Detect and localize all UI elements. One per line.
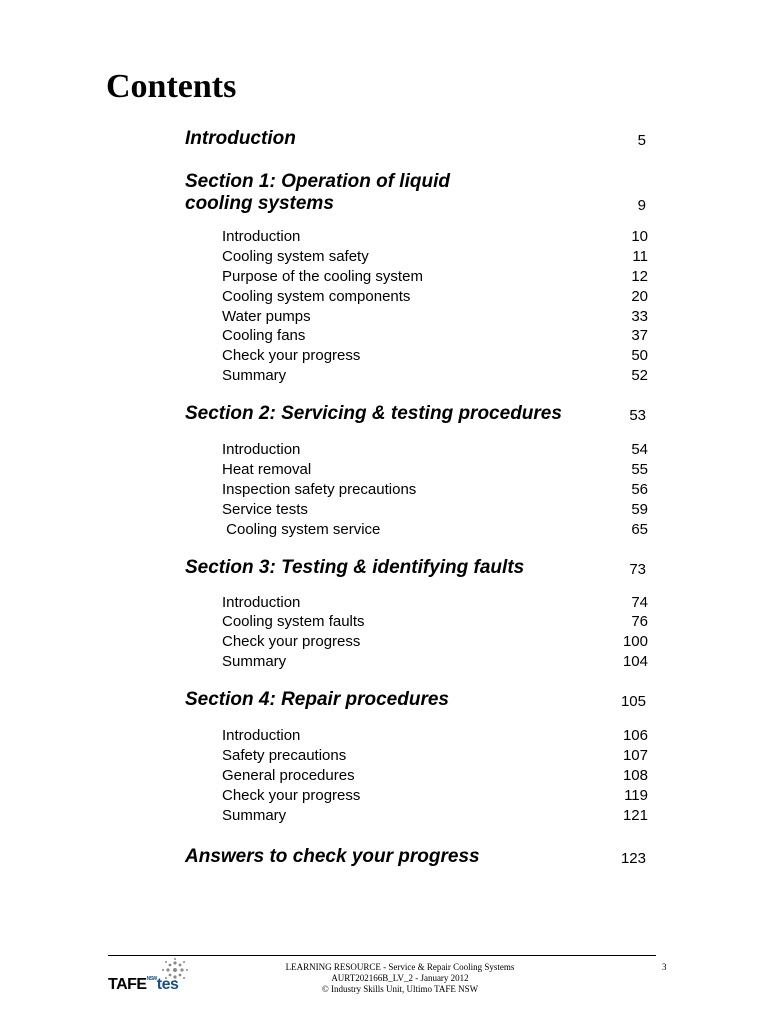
toc-item-label: Summary [222,653,287,671]
toc-item-label: Water pumps [222,307,311,325]
footer-page-number: 3 [662,962,667,972]
toc-introduction[interactable] [185,128,648,150]
toc-section-2-items [222,440,648,539]
toc-item-label: Cooling system components [222,287,411,305]
toc-item-page: 50 [631,347,648,365]
toc-item-page: 108 [622,766,648,784]
toc-item-label: General procedures [222,766,355,784]
toc-item-label: Purpose of the cooling system [222,267,423,285]
toc-item[interactable] [222,307,648,327]
toc-item[interactable] [222,247,648,267]
logo-nsw-text: NSW [146,976,157,982]
toc-item-page: 56 [631,480,648,498]
toc-item-page: 12 [631,267,648,285]
toc-introduction-page: 5 [637,132,646,149]
toc-item-page: 121 [622,806,648,824]
toc-item-label: Summary [222,367,287,385]
toc-item-label: Inspection safety precautions [222,480,417,498]
toc-item-page: 52 [631,367,648,385]
toc-section-4[interactable] [185,689,648,711]
toc-section-1-label-line1: Section 1: Operation of liquid [185,171,450,192]
toc-item[interactable] [222,766,648,786]
toc-item-label: Cooling system safety [222,247,369,265]
toc-item[interactable] [222,520,648,540]
toc-item[interactable] [222,612,648,632]
toc-section-3[interactable] [185,557,648,579]
toc-item[interactable] [222,460,648,480]
toc-item-page: 33 [631,307,648,325]
footer-line-2: AURT202166B_LV_2 - January 2012 [331,973,469,983]
toc-item-label: Introduction [222,727,301,745]
toc-item[interactable] [222,806,648,826]
footer-divider [108,955,656,956]
toc-section-1-label-line2: cooling systems [185,193,334,214]
toc-section-1-page: 9 [637,197,646,214]
toc-item[interactable] [222,440,648,460]
toc-item-page: 74 [631,593,648,611]
toc-item-page: 10 [631,228,648,245]
toc-item-label: Check your progress [222,786,361,804]
toc-introduction-label: Introduction [185,128,296,149]
toc-item[interactable] [222,480,648,500]
toc-item-label: Introduction [222,593,301,611]
toc-item-label: Safety precautions [222,747,347,765]
toc-item-page: 76 [631,613,648,631]
toc-item[interactable] [222,267,648,287]
toc-item[interactable] [222,746,648,766]
toc-section-2-page: 53 [629,407,646,425]
footer-line-1: LEARNING RESOURCE - Service & Repair Cooling Systems [285,962,515,972]
toc-item[interactable] [222,593,648,613]
toc-item-page: 107 [622,747,648,765]
toc-item-page: 106 [622,727,648,745]
toc-item-label: Check your progress [222,347,361,365]
toc-item-page: 59 [631,500,648,518]
toc-item[interactable] [222,500,648,520]
toc-item-page: 65 [631,520,648,538]
toc-item-label: Service tests [222,500,308,518]
toc-item-page: 100 [622,633,648,651]
toc-item-page: 104 [622,653,648,671]
toc-item[interactable] [222,227,648,247]
toc-item[interactable] [222,726,648,746]
toc-item-label: Heat removal [222,461,312,479]
toc-item-label: Check your progress [222,633,361,651]
toc-item-label: Cooling system service [222,520,381,538]
logo-wordmark [108,976,178,994]
logo-tafe-text: TAFE [108,976,147,993]
toc-section-4-items [222,726,648,825]
page-title: Contents [106,68,237,105]
toc-answers[interactable] [185,846,648,868]
toc-item-page: 20 [631,287,648,305]
toc-item-page: 11 [632,247,648,265]
toc-item-page: 37 [631,327,648,345]
footer-text [250,962,550,995]
toc-item-label: Introduction [222,228,301,245]
toc-section-1-items [222,227,648,386]
toc-item-label: Introduction [222,441,301,459]
toc-section-2-label: Section 2: Servicing & testing procedures [185,403,562,425]
toc-item[interactable] [222,632,648,652]
tafe-tes-logo [108,958,198,998]
toc-item-label: Cooling system faults [222,613,365,631]
toc-item-label: Cooling fans [222,327,306,345]
toc-answers-label: Answers to check your progress [185,845,480,867]
toc-item-label: Summary [222,806,287,824]
toc-item[interactable] [222,786,648,806]
toc-section-3-items [222,593,648,673]
toc-item-page: 54 [631,441,648,459]
toc-item[interactable] [222,287,648,307]
toc-section-4-label: Section 4: Repair procedures [185,689,449,711]
toc-section-4-page: 105 [620,693,646,711]
toc-item-page: 119 [624,786,648,804]
toc-section-3-page: 73 [629,560,646,578]
toc-item[interactable] [222,326,648,346]
toc-item-page: 55 [631,461,648,479]
footer-line-3: © Industry Skills Unit, Ultimo TAFE NSW [321,984,479,994]
toc-item[interactable] [222,652,648,672]
toc-item[interactable] [222,346,648,366]
toc-answers-page: 123 [620,849,646,867]
toc-section-1[interactable] [185,171,648,215]
logo-tes-text: tes [156,976,179,993]
table-of-contents [185,128,648,868]
toc-item[interactable] [222,366,648,386]
toc-section-2[interactable] [185,403,648,425]
toc-section-3-label: Section 3: Testing & identifying faults [185,556,525,578]
